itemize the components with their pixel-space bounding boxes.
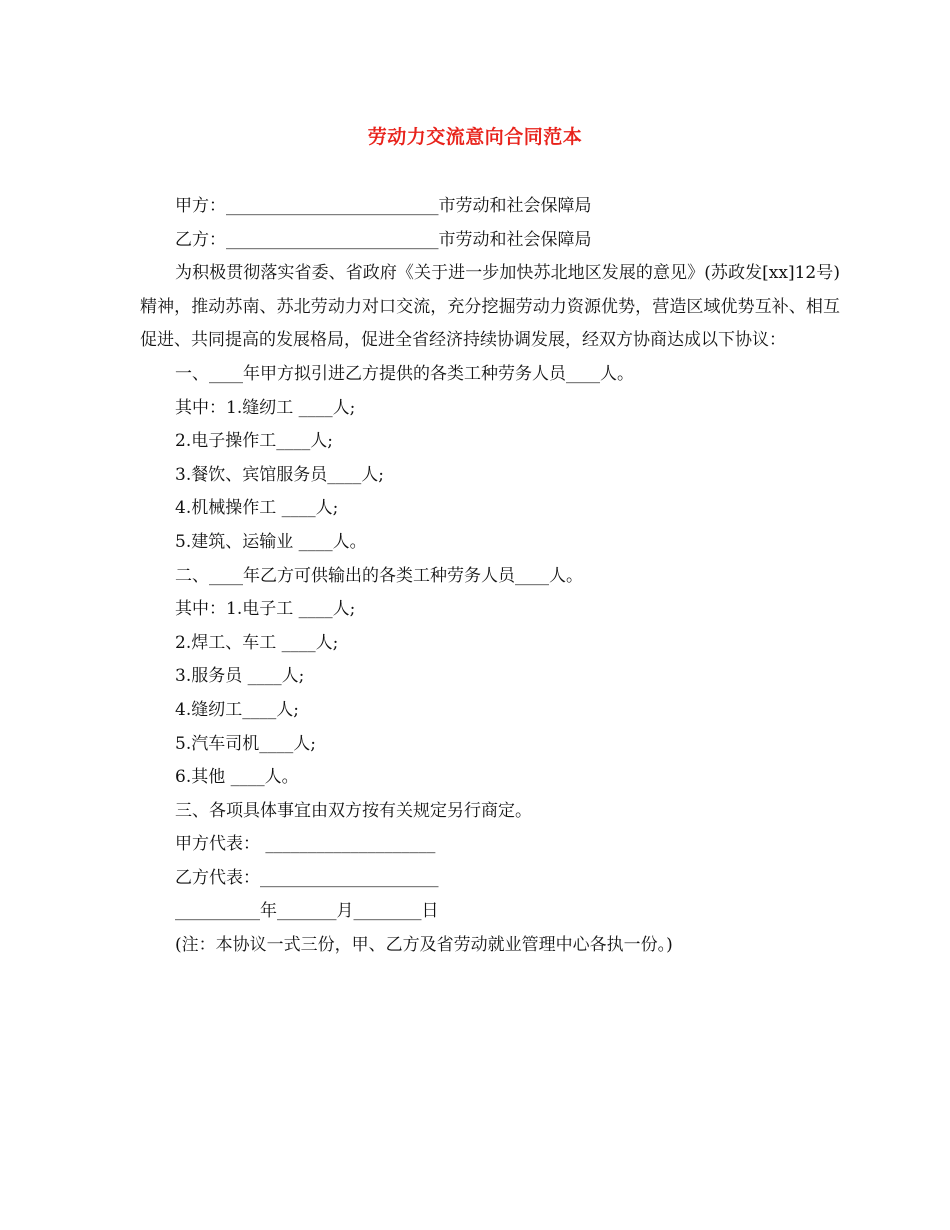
- section-3-text: 三、各项具体事宜由双方按有关规定另行商定。: [175, 800, 532, 821]
- party-b-line: 乙方：_________________________市劳动和社会保障局: [175, 229, 592, 250]
- section-1-heading: 一、____年甲方拟引进乙方提供的各类工种劳务人员____人。: [175, 363, 634, 384]
- section-2-item: 3.服务员 ____人;: [175, 666, 305, 687]
- section-1-item: 2.电子操作工____人;: [175, 431, 333, 452]
- party-a-representative: 甲方代表： ____________________: [175, 834, 436, 855]
- section-2-item: 其中：1.电子工 ____人;: [175, 599, 356, 620]
- footnote: (注：本协议一式三份，甲、乙方及省劳动就业管理中心各执一份。): [175, 935, 673, 956]
- section-1-item: 5.建筑、运输业 ____人。: [175, 531, 367, 552]
- section-1-item: 4.机械操作工 ____人;: [175, 498, 339, 519]
- section-2-heading: 二、____年乙方可供输出的各类工种劳务人员____人。: [175, 565, 583, 586]
- section-1-item: 3.餐饮、宾馆服务员____人;: [175, 464, 384, 485]
- party-a-line: 甲方：_________________________市劳动和社会保障局: [175, 196, 592, 216]
- section-2-item: 6.其他 ____人。: [175, 767, 299, 788]
- party-b-representative: 乙方代表：_____________________: [175, 867, 439, 888]
- section-2-item: 4.缝纫工____人;: [175, 699, 299, 720]
- preamble-paragraph: 为积极贯彻落实省委、省政府《关于进一步加快苏北地区发展的意见》(苏政发[xx]12号)精神，推动苏南、苏北劳动力对口交流，充分挖掘劳动力资源优势，营造区域优势互补、相互促进、共同提高的发展格局，促进全省经济持续协调发展，经双方协商达成以下协议：: [140, 263, 840, 351]
- document-body: [140, 190, 840, 963]
- section-1-item: 其中：1.缝纫工 ____人;: [175, 397, 356, 418]
- section-2-item: 2.焊工、车工 ____人;: [175, 632, 339, 653]
- section-2-item: 5.汽车司机____人;: [175, 733, 316, 754]
- date-line: __________年_______月________日: [175, 901, 439, 922]
- document-title: 劳动力交流意向合同范本: [367, 126, 583, 148]
